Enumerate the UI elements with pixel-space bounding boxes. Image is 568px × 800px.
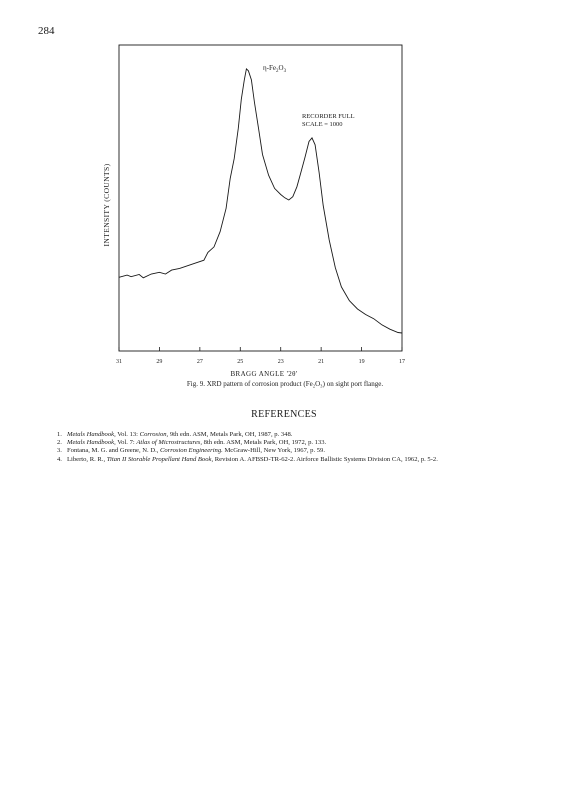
x-tick-label: 19 [358, 359, 365, 365]
reference-2 [57, 439, 482, 447]
x-tick-label: 21 [318, 359, 325, 365]
peak-annotation-mid: O [278, 64, 284, 72]
reference-text [67, 431, 482, 439]
reference-number: 4. [57, 455, 62, 463]
reference-authors: Liberto, R. R., [67, 455, 107, 463]
x-ticks [119, 347, 402, 351]
references-list [57, 431, 482, 464]
reference-text [67, 439, 482, 447]
reference-number: 3. [57, 447, 62, 455]
x-tick-label: 17 [399, 359, 405, 365]
x-tick-labels [116, 359, 405, 365]
reference-details: 8th edn. ASM, Metals Park, OH, 1972, p. 133. [202, 439, 327, 447]
page-number: 284 [38, 25, 55, 37]
plot-frame [119, 45, 402, 351]
x-tick-label: 23 [277, 359, 284, 365]
reference-4 [57, 456, 482, 464]
reference-subtitle: Corrosion, [139, 431, 169, 438]
reference-volume: Vol. 13: [115, 431, 140, 438]
reference-subtitle: Atlas of Microstructures, [136, 439, 203, 447]
x-axis-label: BRAGG ANGLE '2θ' [230, 370, 298, 378]
reference-authors: Fontana, M. G. and Greene, N. D., [67, 447, 161, 455]
figure-caption: Fig. 9. XRD pattern of corrosion product (Fe₂O₃) on sight port flange. [186, 380, 384, 388]
peak-annotation-sub2: 3 [283, 69, 287, 74]
reference-volume: Vol. 7: [115, 439, 137, 447]
reference-details: McGraw-Hill, New York, 1967, p. 59. [222, 447, 325, 455]
reference-text [67, 456, 482, 464]
peak-annotation [263, 64, 287, 74]
peak-annotation-prefix: η-Fe [263, 64, 276, 72]
peak-annotation-sub1: 2 [276, 69, 279, 74]
reference-number: 1. [57, 431, 62, 438]
reference-title: Metals Handbook, [67, 431, 116, 438]
reference-3 [57, 447, 482, 455]
reference-details: Revision A. AFBSD-TR-62-2. Airforce Ballistic Systems Division CA, 1962, p. 5-2. [213, 455, 438, 463]
reference-title: Titan II Storable Propellant Hand Book, [106, 455, 214, 463]
recorder-note-line-1: RECORDER FULL [302, 113, 355, 120]
reference-1 [57, 431, 482, 439]
y-axis-label: INTENSITY (COUNTS) [102, 163, 111, 247]
reference-text [67, 447, 482, 455]
x-tick-label: 29 [156, 359, 163, 365]
reference-title: Corrosion Engineering. [160, 447, 223, 455]
reference-number: 2. [57, 439, 62, 447]
x-tick-label: 27 [196, 359, 203, 365]
reference-details: 9th edn. ASM, Metals Park, OH, 1987, p. 348. [168, 431, 293, 438]
reference-title: Metals Handbook, [67, 439, 116, 447]
xrd-pattern-line [119, 69, 402, 333]
x-tick-label: 31 [116, 359, 122, 365]
x-tick-label: 25 [237, 359, 244, 365]
references-heading: REFERENCES [251, 409, 317, 420]
recorder-note-line-2: SCALE = 1000 [302, 121, 343, 128]
